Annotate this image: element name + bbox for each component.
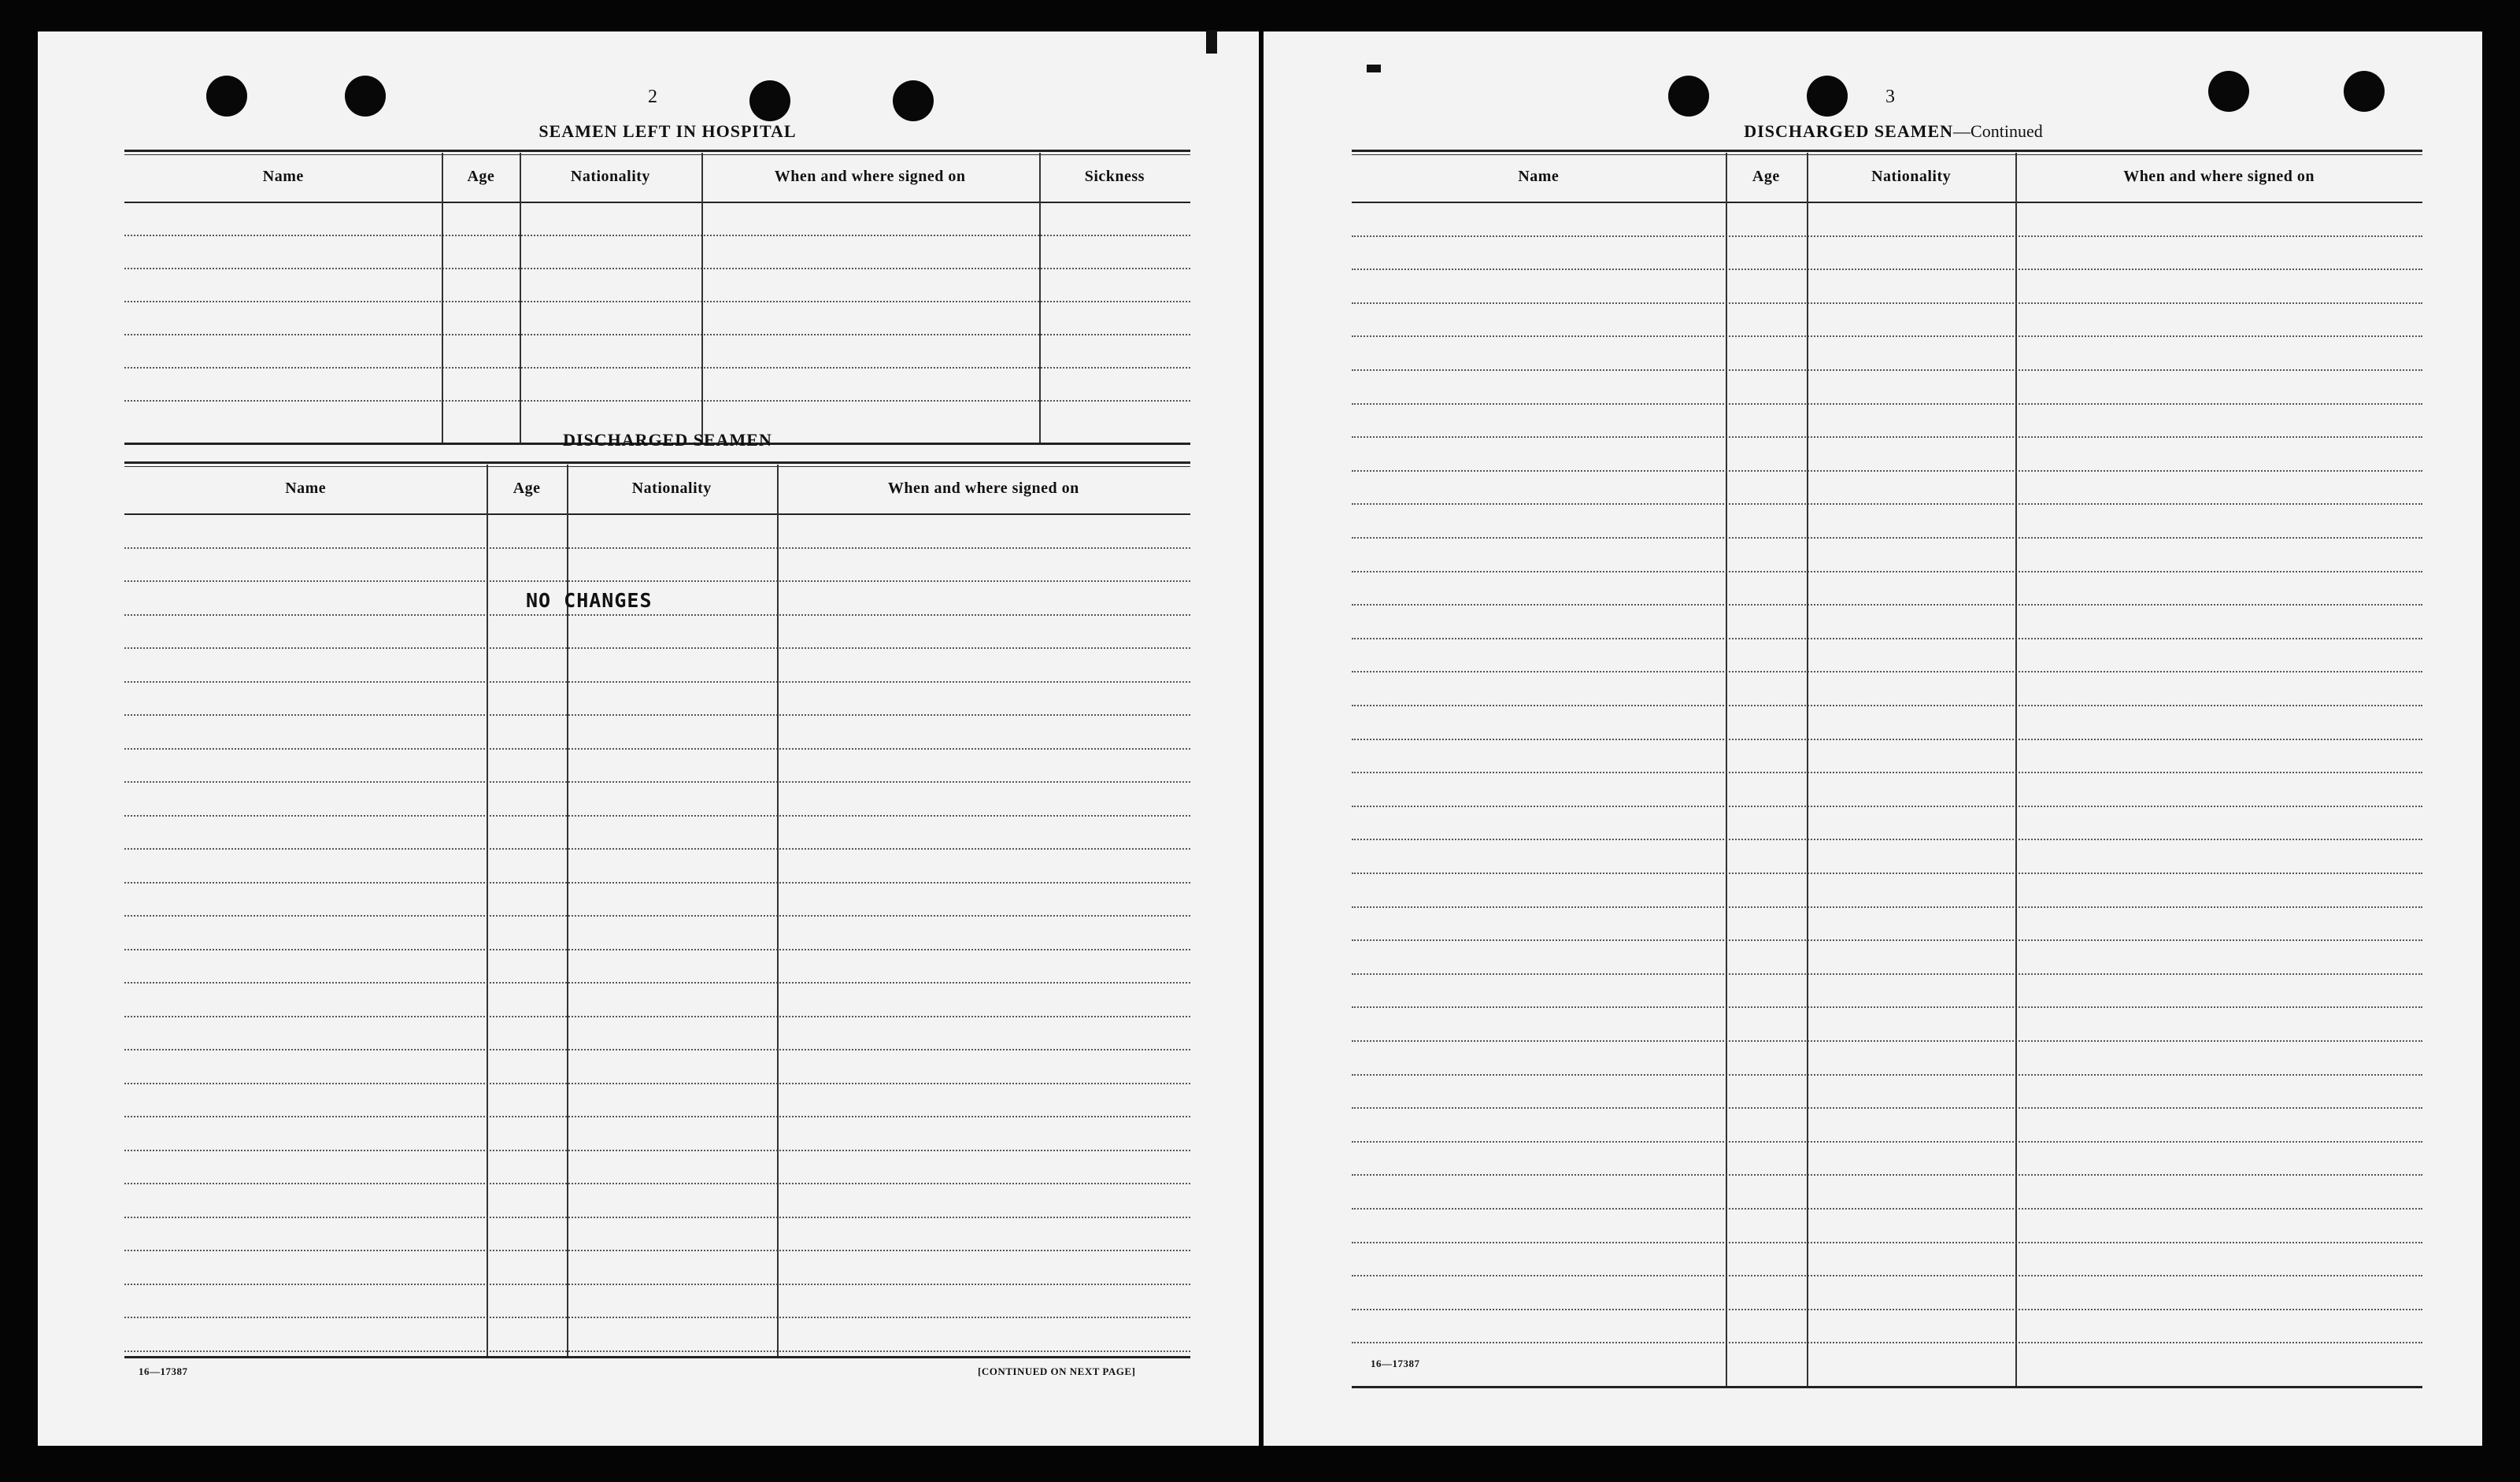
column-header: Nationality	[1871, 168, 1952, 185]
table-row	[1352, 1107, 2422, 1109]
table-row	[124, 949, 1190, 950]
table-row	[1352, 806, 2422, 807]
table-row	[124, 1049, 1190, 1050]
table-row	[124, 1183, 1190, 1184]
table-column-rule	[1039, 153, 1041, 443]
column-header: Age	[467, 168, 495, 185]
table-row	[124, 1317, 1190, 1318]
page-number: 2	[648, 87, 657, 107]
page-number: 3	[1885, 87, 1895, 107]
column-header: Name	[262, 168, 304, 185]
column-header: When and where signed on	[774, 168, 966, 185]
table-header-rule	[1352, 202, 2422, 203]
punch-hole	[1807, 76, 1848, 117]
table-row	[124, 614, 1190, 616]
table-row	[124, 748, 1190, 750]
table-row	[124, 1083, 1190, 1084]
form-number: 16—17387	[139, 1365, 188, 1377]
column-header: Name	[1518, 168, 1560, 185]
table-row	[1352, 1006, 2422, 1008]
table-row	[1352, 369, 2422, 371]
table-row	[1352, 269, 2422, 270]
table-row	[124, 334, 1190, 335]
table-row	[1352, 873, 2422, 874]
table-bottom-rule	[1352, 1386, 2422, 1388]
table-row	[1352, 1242, 2422, 1243]
table-row	[1352, 403, 2422, 405]
binding-mark	[1367, 65, 1381, 72]
table-header-rule	[124, 202, 1190, 203]
table-row	[1352, 1275, 2422, 1276]
column-header: When and where signed on	[887, 480, 1079, 497]
table-header-rule	[124, 513, 1190, 515]
table-column-rule	[1807, 153, 1808, 1386]
table-row	[1352, 1174, 2422, 1176]
column-header: Sickness	[1084, 168, 1145, 185]
table-row	[1352, 671, 2422, 672]
table-row	[1352, 1208, 2422, 1210]
hospital-section-title: SEAMEN LEFT IN HOSPITAL	[538, 121, 797, 141]
table-row	[124, 1016, 1190, 1017]
discharged-continued-title-main: DISCHARGED SEAMEN	[1744, 121, 1954, 141]
table-column-rule	[442, 153, 443, 443]
table-row	[124, 1116, 1190, 1117]
left-page	[38, 31, 1259, 1446]
table-row	[124, 301, 1190, 302]
table-column-rule	[1726, 153, 1727, 1386]
discharged-continued-title	[1657, 121, 2130, 142]
punch-hole	[206, 76, 247, 117]
table-top-rule	[124, 154, 1190, 155]
table-row	[1352, 906, 2422, 908]
table-row	[124, 1217, 1190, 1218]
right-page	[1264, 31, 2482, 1446]
table-row	[124, 815, 1190, 817]
punch-hole	[893, 80, 934, 121]
table-row	[1352, 638, 2422, 639]
column-header: Age	[1752, 168, 1780, 185]
table-top-rule	[124, 466, 1190, 467]
table-row	[1352, 1074, 2422, 1076]
no-changes-stamp: NO CHANGES	[526, 589, 653, 612]
table-row	[1352, 604, 2422, 606]
column-header: When and where signed on	[2123, 168, 2315, 185]
table-row	[124, 647, 1190, 649]
table-row	[1352, 839, 2422, 840]
table-bottom-rule	[124, 1356, 1190, 1358]
table-row	[1352, 1309, 2422, 1310]
table-row	[124, 681, 1190, 683]
table-row	[124, 1284, 1190, 1285]
table-row	[1352, 1342, 2422, 1343]
table-row	[124, 1350, 1190, 1352]
table-column-rule	[777, 465, 779, 1356]
table-row	[124, 781, 1190, 783]
column-header: Name	[285, 480, 327, 497]
punch-hole	[2344, 71, 2385, 112]
table-row	[1352, 739, 2422, 740]
table-row	[1352, 1040, 2422, 1042]
table-row	[1352, 302, 2422, 304]
table-row	[124, 848, 1190, 850]
table-row	[1352, 705, 2422, 706]
table-top-rule	[124, 461, 1190, 464]
punch-hole	[345, 76, 386, 117]
table-row	[124, 235, 1190, 236]
table-row	[124, 580, 1190, 582]
table-row	[124, 982, 1190, 984]
table-top-rule	[124, 150, 1190, 152]
table-row	[1352, 772, 2422, 773]
table-row	[1352, 1141, 2422, 1143]
column-header: Nationality	[570, 168, 650, 185]
table-row	[1352, 939, 2422, 941]
table-row	[1352, 470, 2422, 472]
table-row	[124, 915, 1190, 917]
form-number: 16—17387	[1371, 1358, 1420, 1369]
table-top-rule	[1352, 154, 2422, 155]
table-row	[124, 268, 1190, 269]
table-column-rule	[487, 465, 488, 1356]
table-row	[124, 1150, 1190, 1151]
table-row	[124, 714, 1190, 716]
binding-mark	[1206, 30, 1217, 54]
table-row	[124, 367, 1190, 369]
table-row	[124, 400, 1190, 402]
punch-hole	[2208, 71, 2249, 112]
table-top-rule	[1352, 150, 2422, 152]
column-header: Age	[513, 480, 541, 497]
table-row	[124, 1250, 1190, 1251]
hospital-table	[124, 150, 1190, 443]
column-header: Nationality	[631, 480, 712, 497]
discharged-table	[124, 461, 1190, 1356]
table-row	[1352, 973, 2422, 975]
discharged-continued-table	[1352, 150, 2422, 1386]
table-column-rule	[2015, 153, 2017, 1386]
table-row	[1352, 503, 2422, 505]
table-row	[1352, 436, 2422, 438]
table-column-rule	[701, 153, 703, 443]
table-column-rule	[520, 153, 521, 443]
table-row	[124, 547, 1190, 549]
table-row	[1352, 235, 2422, 237]
table-row	[124, 882, 1190, 884]
table-row	[1352, 335, 2422, 337]
discharged-section-title: DISCHARGED SEAMEN	[563, 430, 772, 450]
table-row	[1352, 571, 2422, 572]
punch-hole	[1668, 76, 1709, 117]
discharged-continued-title-suffix: —Continued	[1953, 121, 2043, 141]
table-row	[1352, 537, 2422, 539]
punch-hole	[749, 80, 790, 121]
continued-note: [CONTINUED ON NEXT PAGE]	[978, 1365, 1136, 1377]
